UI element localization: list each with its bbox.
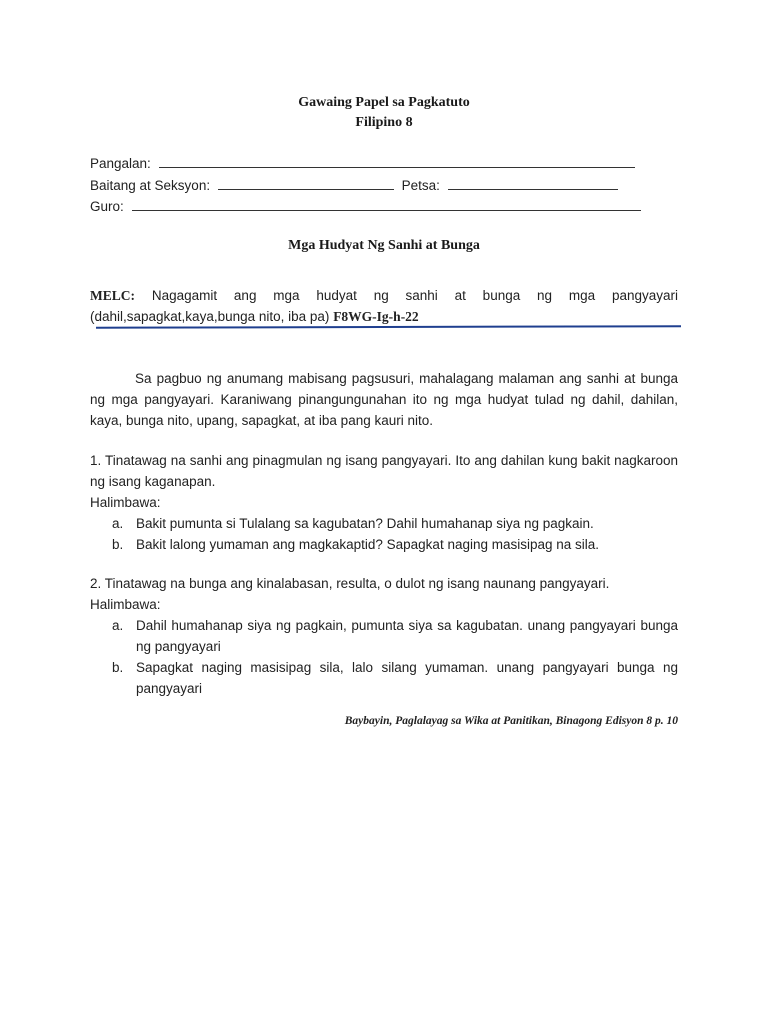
example-label: Halimbawa: bbox=[90, 597, 161, 612]
source-citation: Baybayin, Paglalayag sa Wika at Panitikan, Binagong Edisyon 8 p. 10 bbox=[344, 715, 678, 727]
blue-divider bbox=[96, 325, 681, 329]
name-field-row bbox=[90, 155, 635, 171]
teacher-field-row bbox=[90, 198, 641, 214]
intro-paragraph: Sa pagbuo ng anumang mabisang pagsusuri, mahalagang malaman ang sanhi at bunga ng mga pangyayari. Karaniwang pinangungunahan ito ng mga hudyat tulad ng dahil, dahilan, kaya, bunga nito, upang, sapagkat, at iba pang kauri nito. bbox=[90, 371, 678, 428]
name-blank[interactable] bbox=[159, 155, 635, 168]
list-item-text: Bakit lalong yumaman ang magkakaptid? Sapagkat naging masisipag na sila. bbox=[136, 537, 600, 552]
worksheet-title: Gawaing Papel sa Pagkatuto bbox=[298, 95, 470, 110]
list-item bbox=[90, 534, 678, 555]
list-marker: a. bbox=[112, 516, 124, 531]
melc-text: Nagagamit ang mga hudyat ng sanhi at bunga ng mga pangyayari (dahil,sapagkat,kaya,bunga nito, iba pa) bbox=[90, 288, 678, 324]
list-item bbox=[90, 657, 678, 699]
list-marker: b. bbox=[112, 537, 124, 552]
list-marker: a. bbox=[112, 618, 124, 633]
list-item-text: Bakit pumunta si Tulalang sa kagubatan? Dahil humahanap siya ng pagkain. bbox=[136, 516, 594, 531]
list-item-text: Dahil humahanap siya ng pagkain, pumunta siya sa kagubatan. unang pangyayari bunga ng pangyayari bbox=[136, 618, 678, 654]
name-label: Pangalan: bbox=[90, 156, 151, 171]
grade-section-blank[interactable] bbox=[218, 177, 394, 190]
melc-code: F8WG-Ig-h-22 bbox=[333, 309, 419, 324]
list-item bbox=[90, 615, 678, 657]
example-list bbox=[90, 615, 678, 699]
subject-title: Filipino 8 bbox=[355, 115, 413, 130]
example-list bbox=[90, 513, 678, 555]
list-marker: b. bbox=[112, 660, 124, 675]
teacher-blank[interactable] bbox=[132, 198, 641, 211]
grade-date-row bbox=[90, 177, 618, 193]
section-title: Mga Hudyat Ng Sanhi at Bunga bbox=[288, 238, 480, 253]
melc-block bbox=[90, 285, 678, 327]
list-item-text: Sapagkat naging masisipag sila, lalo silang yumaman. unang pangyayari bunga ng pangyayari bbox=[136, 660, 678, 696]
grade-section-label: Baitang at Seksyon: bbox=[90, 178, 211, 193]
example-label: Halimbawa: bbox=[90, 495, 161, 510]
date-label: Petsa: bbox=[401, 178, 440, 193]
melc-label: MELC: bbox=[90, 288, 135, 303]
list-item bbox=[90, 513, 678, 534]
teacher-label: Guro: bbox=[90, 199, 124, 214]
item-text: 2. Tinatawag na bunga ang kinalabasan, resulta, o dulot ng isang naunang pangyayari. bbox=[90, 576, 610, 591]
item-effect bbox=[90, 573, 678, 699]
item-cause bbox=[90, 450, 678, 555]
date-blank[interactable] bbox=[448, 177, 618, 190]
item-text: 1. Tinatawag na sanhi ang pinagmulan ng isang pangyayari. Ito ang dahilan kung bakit nagkaroon ng isang kaganapan. bbox=[90, 453, 678, 489]
